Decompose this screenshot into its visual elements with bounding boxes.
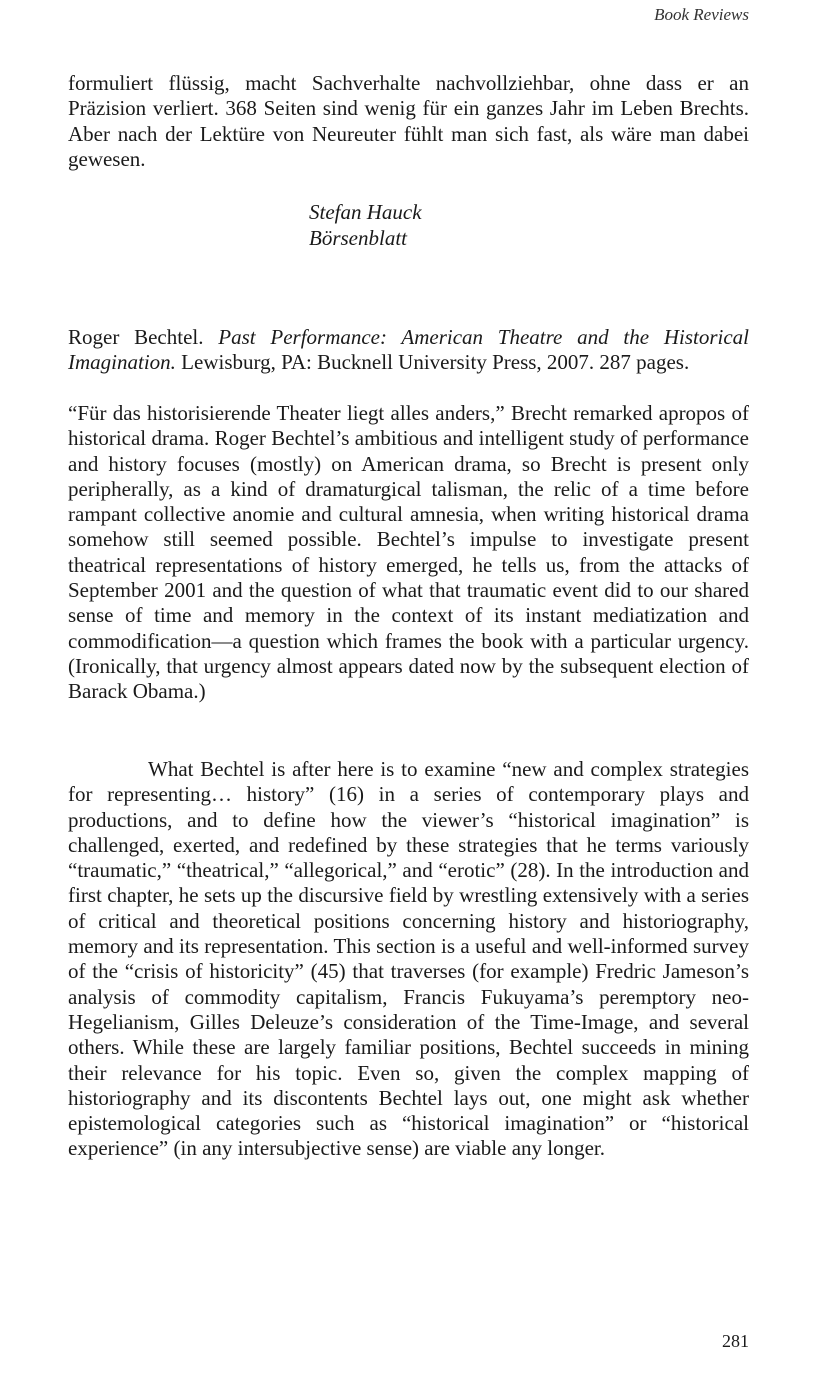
review-signature <box>309 199 422 251</box>
review-paragraph: What Bechtel is after here is to examine “new and complex strategies for representing… history” (16) in a series of contemporary plays and productions, and to define how the viewer’s “historical imagination” is challenged, exerted, and redefined by these strategies that he terms variously “traumatic,” “theatrical,” “allegorical,” and “erotic” (28). In the introduction and first chapter, he sets up the discursive field by wrestling extensively with a series of critical and theoretical positions concerning history and historiography, memory and its representation. This section is a useful and well-informed survey of the “crisis of historicity” (45) that traverses (for example) Fredric Jameson’s analysis of commodity capitalism, Francis Fukuyama’s peremptory neo-Hegelianism, Gilles Deleuze’s consideration of the Time-Image, and several others. While these are largely familiar positions, Bechtel succeeds in mining their relevance for his topic. Even so, given the complex mapping of historiography and its discontents Bechtel lays out, one might ask whether epistemological categories such as “historical imagination” or “historical experience” (in any intersubjective sense) are viable any longer. <box>68 757 749 1161</box>
reviewer-name: Stefan Hauck <box>309 200 422 224</box>
citation-title: Past Performance: American Theatre and the Historical Imagination. <box>68 325 749 375</box>
continued-paragraph: formuliert flüssig, macht Sachverhalte nachvollziehbar, ohne dass er an Präzision verliert. 368 Seiten sind wenig für ein ganzes Jahr im Leben Brechts. Aber nach der Lektüre von Neureuter fühlt man sich fast, als wäre man dabei gewesen. <box>68 71 749 171</box>
reviewer-publication: Börsenblatt <box>309 226 407 250</box>
book-citation <box>68 325 749 376</box>
citation-publication-info: Lewisburg, PA: Bucknell University Press, 2007. 287 pages. <box>181 350 690 375</box>
citation-author: Roger Bechtel. <box>68 325 204 349</box>
page-number: 281 <box>722 1331 749 1351</box>
book-page <box>68 0 749 1380</box>
review-paragraph: “Für das historisierende Theater liegt alles anders,” Brecht remarked apropos of historical drama. Roger Bechtel’s ambitious and intelligent study of performance and history focuses (mostly) on American drama, so Brecht is present only peripherally, as a kind of dramaturgical talisman, the relic of a time before rampant collective anomie and cultural amnesia, when writing historical drama somehow still seemed possible. Bechtel’s impulse to investigate present theatrical representations of history emerged, he tells us, from the attacks of September 2001 and the question of what that traumatic event did to our shared sense of time and memory in the context of its instant mediatization and commodification—a question which frames the book with a particular urgency. (Ironically, that urgency almost appears dated now by the subsequent election of Barack Obama.) <box>68 401 749 704</box>
running-head: Book Reviews <box>654 5 749 24</box>
